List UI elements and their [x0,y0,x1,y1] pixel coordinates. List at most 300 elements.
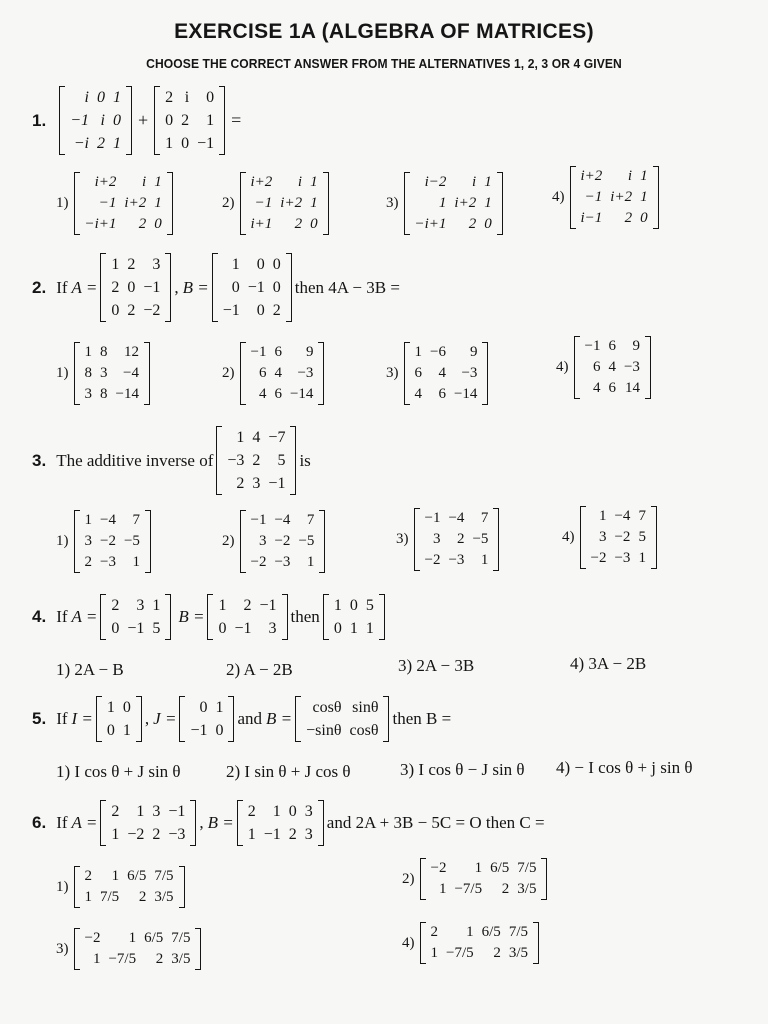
matrix-row [81,384,143,405]
matrix-cell: 4 [608,359,616,375]
matrix-cell: 5 [638,529,646,545]
matrix-row [107,800,189,823]
a-equals: A = [71,607,98,626]
matrix-row [411,214,496,235]
matrix-row [107,276,164,299]
matrix-cell: 0 [272,279,281,296]
matrix-b [207,594,287,640]
matrix-row [161,86,218,109]
matrix-cell: 1 [112,135,121,152]
matrix-grid [223,426,289,495]
matrix-cell: 2 [155,951,164,967]
matrix-grid [186,696,227,742]
is-text: is [299,450,311,470]
option-matrix [74,172,173,235]
matrix-grid [587,506,650,569]
matrix-cell: −sinθ [306,722,342,739]
matrix-cell: −1 [197,135,215,152]
matrix-row [244,800,317,823]
matrix-cell: 2 [111,279,120,296]
matrix-cell: 8 [84,365,92,381]
matrix-cell: 0 [111,620,120,637]
q1-option-2[interactable] [222,172,332,235]
matrix-cell: 0 [288,803,297,820]
option-matrix [574,336,651,399]
matrix-cell: −7/5 [108,951,137,967]
if-text: If [56,607,68,626]
question-4 [32,594,388,640]
matrix-row [81,510,144,531]
matrix-cell: 14 [624,380,640,396]
q3-option-4[interactable] [562,506,660,569]
matrix-cell: 3 [84,533,92,549]
matrix-cell: 9 [469,344,478,360]
matrix-cell: 2 [272,302,281,319]
matrix-cell: 6 [258,365,267,381]
matrix-cell: 1 [438,195,447,211]
matrix-cell: i [627,168,633,184]
matrix-cell: 3/5 [154,889,174,905]
matrix-cell: −i [73,135,89,152]
matrix-cell: 9 [305,344,314,360]
question-number: 2. [32,277,47,297]
plus-sign: + [137,110,149,130]
matrix-row [411,363,482,384]
matrix-cell: −5 [298,533,315,549]
then-text: and 2A + 3B − 5C = O then C = [326,813,545,832]
matrix-cell: 1 [206,112,215,129]
matrix-cell: sinθ [352,699,379,716]
matrix-grid [219,253,285,322]
option-matrix [74,928,202,970]
matrix-cell: −5 [123,533,140,549]
matrix-cell: i+2 [454,195,477,211]
matrix-cell: 1 [136,803,145,820]
matrix-cell: −1 [259,597,277,614]
matrix-cell: 6 [438,386,446,402]
matrix-cell: i [184,89,190,106]
matrix-cell: 1 [92,951,101,967]
matrix-cell: i+1 [250,216,273,232]
option-matrix [420,858,548,900]
matrix-cell: 4 [592,380,601,396]
q6-option-3[interactable] [56,928,204,970]
matrix-cell: 1 [218,597,227,614]
matrix-cell: −1 [222,302,240,319]
matrix-row [577,166,652,187]
matrix-cell: −3 [623,359,640,375]
matrix-cell: −3 [274,554,291,570]
matrix-cell: −3 [461,365,478,381]
option-label: 1) [56,365,69,381]
matrix-cell: 0 [256,256,265,273]
matrix-grid [330,594,378,640]
option-label: 4) [562,529,575,545]
option-text: 3) I cos θ − J sin θ [400,760,525,779]
matrix-grid [247,510,319,573]
matrix-cell: i+2 [124,195,147,211]
matrix-cell: −7/5 [446,945,474,961]
matrix-cell: 0 [484,216,492,232]
matrix-cell: 6 [608,380,616,396]
matrix-cell: −1 [98,195,117,211]
option-matrix [404,172,503,235]
matrix-cell: −2 [84,930,101,946]
matrix-cell: −3 [100,554,116,570]
matrix-row [247,363,318,384]
matrix-row [107,299,164,322]
matrix-b [212,253,292,322]
matrix-cell: 1 [638,550,646,566]
q6-option-1[interactable] [56,866,188,908]
matrix-row [81,172,166,193]
matrix-cell: 3 [432,531,441,547]
matrix-cell: 4 [414,386,422,402]
matrix-cell: 0 [310,216,318,232]
matrix-cell: 5 [152,620,161,637]
matrix-cell: 5 [277,452,286,469]
q6-option-2[interactable] [402,858,550,900]
option-label: 3) [386,365,399,381]
option-matrix [74,342,150,405]
matrix-row [421,508,493,529]
matrix-cell: −3 [614,550,631,566]
question-number: 5. [32,709,47,728]
matrix-row [219,299,285,322]
matrix-cell: 0 [349,597,358,614]
exercise-title: EXERCISE 1A (ALGEBRA OF MATRICES) [174,20,594,43]
matrix-cell: 3 [304,803,313,820]
matrix-row [103,719,135,742]
q3-option-3[interactable] [396,508,502,571]
b-equals: B = [178,607,205,626]
q4-option-4[interactable] [570,654,646,674]
matrix-row [81,363,143,384]
matrix-row [81,214,166,235]
option-text: 4) 3A − 2B [570,654,647,673]
q2-option-1[interactable] [56,342,153,405]
q3-option-2[interactable] [222,510,328,573]
matrix-cell: 2 [181,112,190,129]
option-text: 1) I cos θ + J sin θ [56,762,181,781]
a-equals: A = [71,813,98,832]
matrix-row [581,378,644,399]
matrix-cell: −4 [614,508,631,524]
option-matrix [240,172,329,235]
matrix-cell: 7/5 [154,868,174,884]
matrix-cell: 1 [306,554,315,570]
matrix-cell: 2 [288,826,297,843]
matrix-cell: cosθ [349,722,379,739]
matrix-cell: 7/5 [171,930,191,946]
matrix-cell: i [472,174,477,190]
option-label: 4) [556,359,569,375]
matrix-cell: 1 [84,344,92,360]
matrix-cell: i+2 [580,168,603,184]
matrix-cell: i+2 [280,195,303,211]
matrix-cell: 1 [112,89,121,106]
q4-option-1[interactable] [56,660,124,680]
matrix-row [81,949,195,970]
instructions: CHOOSE THE CORRECT ANSWER FROM THE ALTERNATIVES 1, 2, 3 OR 4 GIVEN [146,56,622,71]
matrix-row [81,928,195,949]
matrix-cell: 1 [365,620,374,637]
matrix-grid [81,172,166,235]
b-equals: B = [207,813,234,832]
matrix-cell: 0 [272,256,281,273]
matrix-cell: 1 [84,512,92,528]
matrix-cell: 2 [252,452,261,469]
matrix-cell: −1 [70,112,89,129]
matrix-cell: 5 [365,597,374,614]
matrix-cell: i−2 [424,174,447,190]
matrix-cell: 1 [640,168,648,184]
matrix-cell: 7 [306,512,315,528]
option-label: 4) [552,189,565,205]
matrix-cell: 1 [484,195,492,211]
matrix-cell: 7/5 [508,924,528,940]
matrix-cell: 0 [96,89,105,106]
option-label: 2) [222,365,235,381]
matrix-row [581,336,644,357]
option-label: 1) [56,195,69,211]
matrix-row [223,426,289,449]
equals-sign: = [231,110,242,130]
option-label: 3) [56,940,69,957]
matrix-cell: 3/5 [508,945,528,961]
matrix-result [323,594,385,640]
q3-option-1[interactable] [56,510,154,573]
comma: , [174,277,179,297]
matrix-row [223,472,289,495]
option-matrix [240,342,325,405]
b-equals: B = [266,709,293,728]
q2-option-4[interactable] [556,336,654,399]
matrix-cell: −i+1 [414,216,447,232]
matrix-cell: −1 [254,195,273,211]
matrix-row [81,887,178,908]
matrix-cell: −1 [263,826,281,843]
matrix-grid [244,800,317,846]
matrix-row [244,823,317,846]
matrix-cell: 2 [165,89,174,106]
matrix-cell: 1 [430,945,438,961]
i-equals: I = [71,709,93,728]
matrix-cell: 1 [132,554,140,570]
if-text: If [56,277,68,297]
matrix-cell: 2 [127,256,136,273]
matrix-cell: −2 [143,302,161,319]
matrix-cell: −7 [268,429,286,446]
option-label: 2) [222,195,235,211]
matrix-row [427,922,532,943]
matrix-cell: 2 [84,868,92,884]
matrix-grid [107,253,164,322]
matrix-cell: 1 [106,699,115,716]
matrix-cell: 6/5 [144,930,164,946]
matrix-cell: 1 [215,699,224,716]
matrix-cell: 1 [111,868,120,884]
option-label: 1) [56,878,69,895]
option-matrix [414,508,500,571]
if-text: If [56,813,68,832]
matrix-cell: 1 [154,195,162,211]
matrix-cell: 12 [123,344,139,360]
matrix-cell: 1 [598,508,607,524]
q5-option-1[interactable] [56,762,181,782]
matrix-cell: i [100,112,105,129]
matrix-row [161,109,218,132]
q4-option-3[interactable] [398,656,474,676]
question-number: 1. [32,110,47,130]
matrix-row [107,253,164,276]
matrix-row [247,510,319,531]
matrix-i [96,696,142,742]
question-5 [32,696,451,742]
matrix-cell: 3 [598,529,607,545]
q5-option-3[interactable] [400,760,525,780]
matrix-row [161,132,218,155]
matrix-cell: 6/5 [481,924,501,940]
matrix-cell: 2 [430,924,438,940]
matrix-row [186,719,227,742]
matrix-cell: 3/5 [517,881,537,897]
matrix-cell: 1 [231,256,240,273]
question-1 [32,86,244,155]
matrix-cell: 2 [501,881,510,897]
j-equals: J = [153,709,177,728]
matrix-cell: 3 [136,597,145,614]
question-6 [32,800,545,846]
matrix-cell: 0 [165,112,174,129]
matrix-row [247,384,318,405]
q5-option-4[interactable] [556,758,693,778]
matrix-cell: 2 [236,475,245,492]
matrix-grid [581,336,644,399]
option-matrix [580,506,657,569]
matrix-cell: 2 [138,889,147,905]
matrix-cell: 6 [274,344,282,360]
option-matrix [74,510,151,573]
q5-option-2[interactable] [226,762,351,782]
matrix-cell: −1 [143,279,161,296]
matrix-cell: 0 [215,722,224,739]
question-number: 3. [32,450,47,470]
matrix-b [154,86,225,155]
matrix-m [216,426,296,495]
matrix-row [103,696,135,719]
option-matrix [240,510,326,573]
matrix-grid [411,342,482,405]
matrix-cell: 4 [438,365,446,381]
matrix-cell: 0 [256,302,265,319]
matrix-cell: 1 [128,930,137,946]
matrix-row [411,172,496,193]
matrix-row [107,617,164,640]
matrix-row [81,342,143,363]
q6-option-4[interactable] [402,922,542,964]
option-text: 2) I sin θ + J cos θ [226,762,351,781]
q2-option-2[interactable] [222,342,327,405]
matrix-row [577,187,652,208]
matrix-cell: 8 [100,386,108,402]
option-matrix [74,866,185,908]
matrix-row [247,342,318,363]
matrix-cell: 7 [480,510,489,526]
matrix-grid [427,922,532,964]
matrix-grid [81,510,144,573]
matrix-row [427,879,541,900]
matrix-cell: −6 [430,344,446,360]
matrix-cell: 3 [84,386,92,402]
matrix-cell: 0 [112,112,121,129]
matrix-cell: 1 [474,860,483,876]
matrix-cell: 2 [493,945,501,961]
matrix-cell: 3 [268,620,277,637]
q1-option-4[interactable] [552,166,662,229]
q1-option-3[interactable] [386,172,506,235]
option-text: 1) 2A − B [56,660,124,679]
matrix-cell: 2 [243,597,252,614]
matrix-cell: 1 [438,881,447,897]
matrix-grid [427,858,541,900]
matrix-a [59,86,132,155]
then-text: then 4A − 3B = [294,277,400,297]
matrix-cell: −3 [448,552,465,568]
matrix-cell: 1 [154,174,162,190]
matrix-cell: 2 [84,554,92,570]
matrix-row [427,943,532,964]
matrix-cell: 7 [638,508,646,524]
matrix-cell: 1 [333,597,342,614]
matrix-cell: −2 [590,550,607,566]
matrix-grid [161,86,218,155]
matrix-cell: 6 [608,338,616,354]
matrix-cell: 3 [252,475,261,492]
matrix-cell: −4 [274,512,291,528]
matrix-cell: 2 [96,135,105,152]
option-text: 3) 2A − 3B [398,656,475,675]
matrix-grid [81,342,143,405]
matrix-cell: 3 [152,803,161,820]
matrix-cell: −2 [430,860,447,876]
matrix-cell: 1 [122,722,131,739]
if-text: If [56,709,68,728]
matrix-cell: 0 [199,699,208,716]
option-label: 1) [56,533,69,549]
matrix-cell: 1 [84,889,92,905]
q1-option-1[interactable] [56,172,176,235]
matrix-cell: 1 [111,826,120,843]
matrix-row [247,531,319,552]
matrix-row [219,253,285,276]
matrix-cell: i+2 [94,174,117,190]
matrix-cell: 2 [294,216,303,232]
matrix-cell: 3 [304,826,313,843]
matrix-cell: −2 [127,826,145,843]
matrix-cell: cosθ [312,699,342,716]
b-equals: B = [182,277,209,297]
matrix-cell: 1 [310,174,318,190]
option-matrix [570,166,659,229]
matrix-cell: −i+1 [84,216,117,232]
q4-option-2[interactable] [226,660,293,680]
matrix-cell: 1 [111,256,120,273]
matrix-row [421,529,493,550]
matrix-row [411,384,482,405]
matrix-cell: 0 [181,135,190,152]
q2-option-3[interactable] [386,342,491,405]
